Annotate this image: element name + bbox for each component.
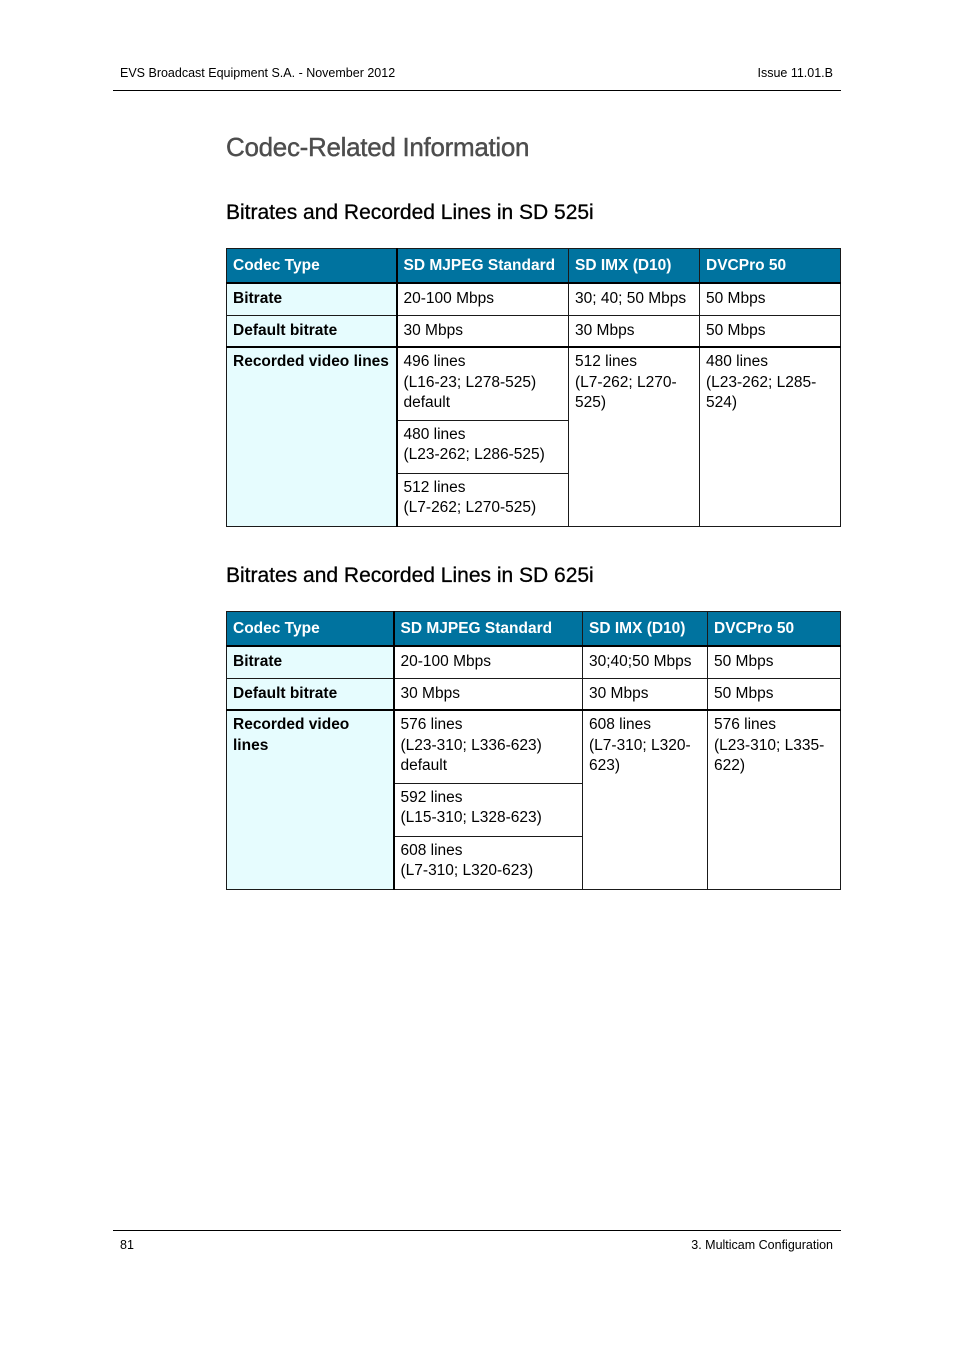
cell-default-dvcpro: 50 Mbps [700, 316, 841, 348]
cell-bitrate-dvcpro: 50 Mbps [700, 283, 841, 316]
cell-dvcpro-lines [708, 710, 841, 889]
lines-default-note: default [400, 757, 448, 774]
lines-count: 512 lines [575, 353, 638, 370]
lines-count: 480 lines [706, 353, 769, 370]
lines-range: (L7-310; L320- [589, 736, 691, 754]
row-label-recorded-lines: Recorded video lines [227, 347, 397, 526]
lines-range-cont: 524) [706, 394, 738, 411]
cell-bitrate-mjpeg: 20-100 Mbps [397, 283, 569, 316]
header-publisher: EVS Broadcast Equipment S.A. - November 2012 [120, 66, 396, 80]
lines-range: (L7-262; L270- [575, 373, 677, 391]
section-title-625i: Bitrates and Recorded Lines in SD 625i [226, 564, 594, 587]
lines-range-cont: 525) [575, 394, 607, 411]
cell-bitrate-mjpeg: 20-100 Mbps [394, 646, 583, 679]
cell-imx-lines [583, 710, 708, 889]
table-row-recorded-lines [227, 710, 841, 783]
lines-count: 592 lines [400, 788, 463, 806]
footer-chapter: 3. Multicam Configuration [691, 1238, 833, 1252]
header-issue: Issue 11.01.B [757, 66, 833, 80]
table-row-bitrate [227, 646, 841, 679]
table-header-row [227, 249, 841, 284]
row-label-bitrate: Bitrate [227, 283, 397, 316]
page-title: Codec-Related Information [226, 132, 530, 162]
section-title-525i: Bitrates and Recorded Lines in SD 525i [226, 201, 594, 224]
cell-mjpeg-lines-option-1 [394, 710, 583, 783]
row-label-default-bitrate: Default bitrate [227, 679, 394, 711]
cell-default-mjpeg: 30 Mbps [397, 316, 569, 348]
lines-range: (L23-262; L285- [706, 373, 817, 391]
cell-bitrate-imx: 30; 40; 50 Mbps [569, 283, 700, 316]
codec-table-625i [226, 611, 841, 890]
cell-mjpeg-lines-option-3 [394, 836, 583, 889]
cell-bitrate-imx: 30;40;50 Mbps [583, 646, 708, 679]
lines-range: (L23-310; L336-623) [400, 736, 542, 754]
column-header-codec-type: Codec Type [227, 249, 397, 284]
cell-mjpeg-lines-option-2 [394, 783, 583, 836]
lines-range: (L7-310; L320-623) [400, 862, 534, 879]
cell-mjpeg-lines-option-3 [397, 473, 569, 526]
table-row-bitrate [227, 283, 841, 316]
column-header-sd-mjpeg: SD MJPEG Standard [397, 249, 569, 284]
cell-mjpeg-lines-option-1 [397, 347, 569, 420]
codec-table-525i [226, 248, 841, 527]
row-label-recorded-lines: Recorded video lines [227, 710, 394, 889]
table-row-recorded-lines [227, 347, 841, 420]
table-row-default-bitrate [227, 679, 841, 711]
cell-mjpeg-lines-option-2 [397, 420, 569, 473]
lines-count: 496 lines [403, 353, 466, 370]
footer-page-number: 81 [120, 1238, 134, 1252]
cell-default-mjpeg: 30 Mbps [394, 679, 583, 711]
column-header-sd-mjpeg: SD MJPEG Standard [394, 612, 583, 647]
lines-range: (L23-310; L335- [714, 736, 825, 754]
column-header-dvcpro: DVCPro 50 [700, 249, 841, 284]
row-label-default-bitrate: Default bitrate [227, 316, 397, 348]
lines-count: 576 lines [714, 716, 777, 733]
lines-range-cont: 623) [589, 757, 621, 774]
lines-range: (L23-262; L286-525) [403, 446, 545, 463]
cell-default-dvcpro: 50 Mbps [708, 679, 841, 711]
column-header-sd-imx: SD IMX (D10) [583, 612, 708, 647]
cell-dvcpro-lines [700, 347, 841, 526]
lines-count: 576 lines [400, 716, 463, 733]
lines-range: (L7-262; L270-525) [403, 499, 537, 516]
lines-range-cont: 622) [714, 757, 746, 774]
page-footer [113, 1230, 841, 1252]
lines-default-note: default [403, 394, 451, 411]
cell-default-imx: 30 Mbps [569, 316, 700, 348]
lines-count: 608 lines [589, 716, 652, 733]
table-row-default-bitrate [227, 316, 841, 348]
column-header-sd-imx: SD IMX (D10) [569, 249, 700, 284]
cell-default-imx: 30 Mbps [583, 679, 708, 711]
column-header-dvcpro: DVCPro 50 [708, 612, 841, 647]
page-header [113, 64, 841, 91]
cell-bitrate-dvcpro: 50 Mbps [708, 646, 841, 679]
lines-count: 608 lines [400, 841, 463, 859]
lines-range: (L15-310; L328-623) [400, 809, 542, 826]
cell-imx-lines [569, 347, 700, 526]
lines-range: (L16-23; L278-525) [403, 373, 537, 391]
row-label-bitrate: Bitrate [227, 646, 394, 679]
lines-count: 512 lines [403, 478, 466, 496]
lines-count: 480 lines [403, 425, 466, 443]
table-header-row [227, 612, 841, 647]
column-header-codec-type: Codec Type [227, 612, 394, 647]
